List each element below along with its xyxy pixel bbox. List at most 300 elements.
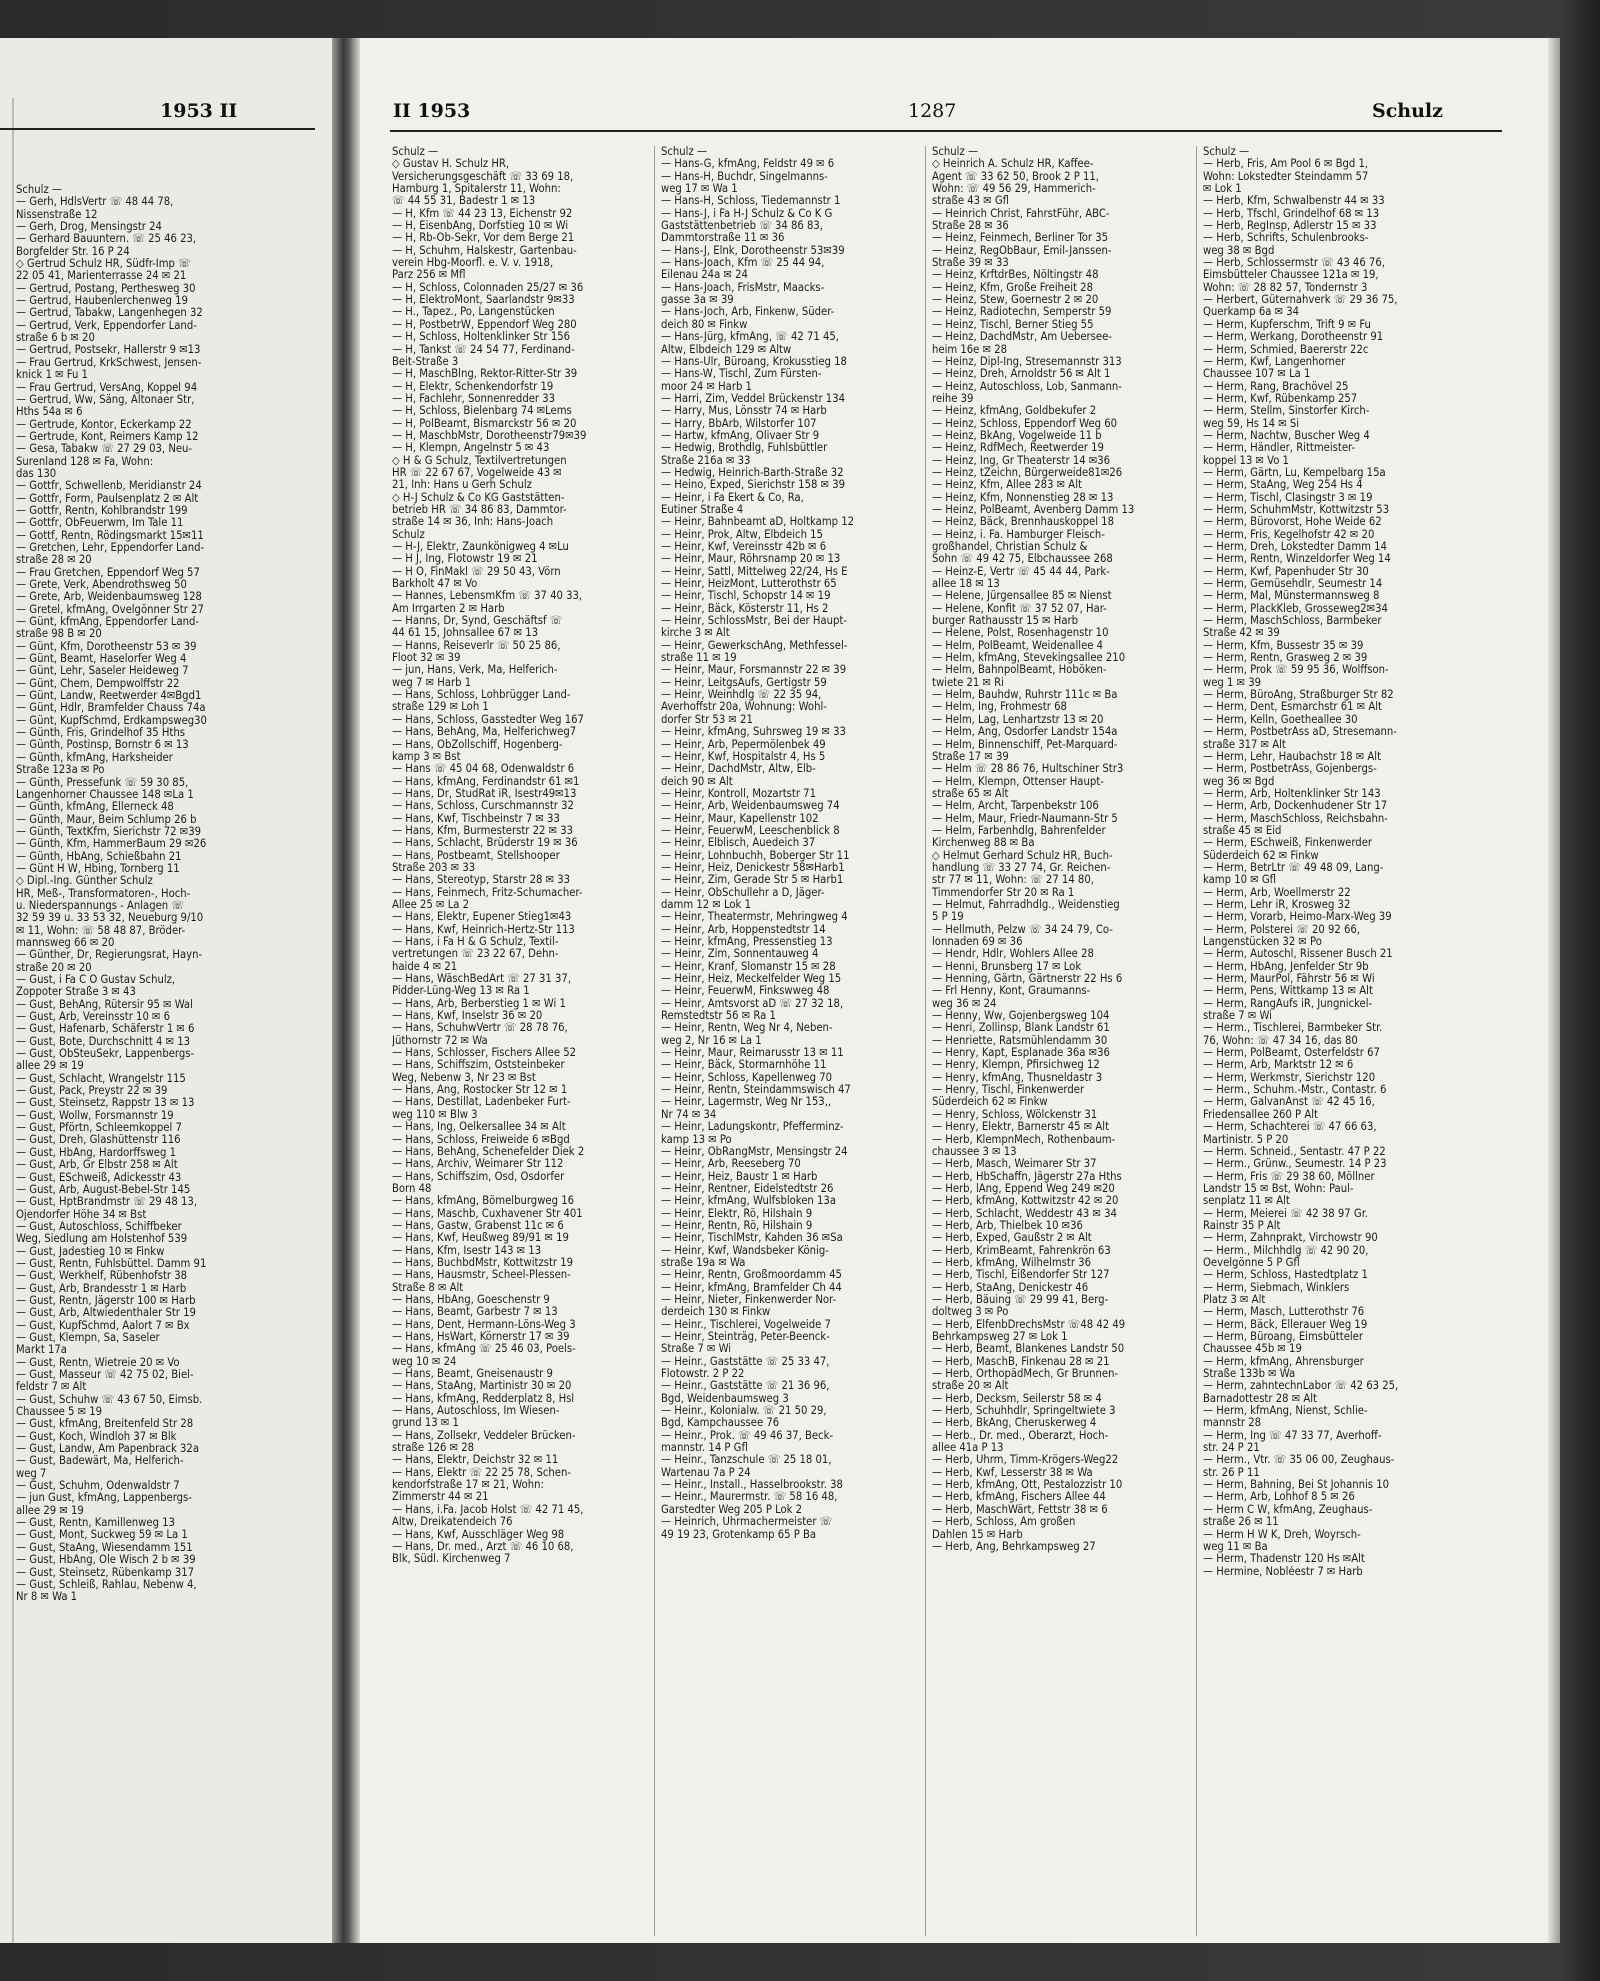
directory-entry: — Hans ☏ 45 04 68, Odenwaldstr 6 — [392, 763, 575, 776]
directory-entry: — Herb, Tfschl, Grindelhof 68 ✉ 13 — [1203, 207, 1380, 220]
directory-entry: — Herm, Ing ☏ 47 33 77, Averhoff- — [1203, 1429, 1382, 1442]
directory-entry: 49 19 23, Grotenkamp 65 P Ba — [661, 1528, 817, 1541]
directory-entry: — Heinr, SchlossMstr, Bei der Haupt- — [661, 615, 847, 628]
directory-entry: — Herb, kfmAng, Kottwitzstr 42 ✉ 20 — [932, 1195, 1119, 1208]
directory-entry: reihe 39 — [932, 392, 974, 405]
directory-entry: — Gust, Schuhw ☏ 43 67 50, Eimsb. — [16, 1393, 203, 1406]
directory-entry: — Herm, Autoschl, Rissener Busch 21 — [1203, 948, 1393, 961]
directory-entry: — Gesa, Tabakw ☏ 27 29 03, Neu- — [16, 443, 193, 456]
directory-entry: Blk, Südl. Kirchenweg 7 — [392, 1553, 511, 1566]
directory-entry: Barkholt 47 ✉ Vo — [392, 578, 478, 591]
directory-entry: — Heinr, Tischl, Schopstr 14 ✉ 19 — [661, 590, 831, 603]
directory-entry: — Herm, Masch, Lutterothstr 76 — [1203, 1306, 1365, 1319]
directory-entry: weg 36 ✉ Bgd — [1203, 775, 1275, 788]
directory-entry: — Hans, Kwf, Tischbeinstr 7 ✉ 33 — [392, 812, 560, 825]
directory-entry: — Hanns, Reiseverlr ☏ 50 25 86, — [392, 639, 561, 652]
directory-entry: — Herb, Exped, Gaußstr 2 ✉ Alt — [932, 1232, 1092, 1245]
directory-entry: — Gertrud, Tabakw, Langenhegen 32 — [16, 307, 203, 320]
directory-entry: — Hans, Schloss, Curschmannstr 32 — [392, 800, 574, 813]
directory-entry: — Heinr, Kwf, Vereinsstr 42b ✉ 6 — [661, 541, 827, 553]
directory-entry: — Heinr, Arb, Pepermölenbek 49 — [661, 738, 826, 751]
directory-entry: — H, Schloss, Holtenklinker Str 156 — [392, 331, 571, 344]
directory-entry: — Hans, Arb, Berberstieg 1 ✉ Wi 1 — [392, 997, 566, 1010]
directory-entry: — Herm, StaAng, Weg 254 Hs 4 — [1203, 479, 1363, 492]
directory-entry: Surenland 128 ✉ Fa, Wohn: — [16, 455, 154, 468]
directory-entry: — Hans, Dr, StudRat iR, Isestr49✉13 — [392, 787, 577, 800]
directory-entry: 5 P 19 — [932, 911, 964, 924]
directory-entry: Garstedter Weg 205 P Lok 2 — [661, 1503, 803, 1516]
directory-entry: mannstr 28 — [1203, 1417, 1262, 1430]
directory-entry: weg 110 ✉ Blw 3 — [392, 1108, 478, 1121]
directory-entry: — Herb, Bäuing ☏ 29 99 41, Berg- — [932, 1293, 1109, 1306]
directory-entry: — Gertrud, Verk, Eppendorfer Land- — [16, 319, 197, 332]
directory-entry: — Günt, kfmAng, Eppendorfer Land- — [16, 616, 200, 629]
directory-entry: — Hans, Schloss, Lohbrügger Land- — [392, 689, 571, 702]
directory-entry: — Hedwig, Brothdlg, Fuhlsbüttler — [661, 442, 828, 455]
directory-entry: — Gottfr, Form, Paulsenplatz 2 ✉ Alt — [16, 492, 199, 505]
directory-entry: — Heinr, Steinträg, Peter-Beenck- — [661, 1331, 830, 1343]
directory-entry: — Herm, Prok ☏ 59 95 36, Wolffson- — [1203, 664, 1389, 677]
directory-entry: — Heinr, Sattl, Mittelweg 22/24, Hs E — [661, 565, 848, 578]
directory-entry: grund 13 ✉ 1 — [392, 1417, 459, 1430]
directory-entry: — Hans, WäschBedArt ☏ 27 31 37, — [392, 973, 572, 986]
directory-entry: — Heinr., Tischlerei, Vogelweide 7 — [661, 1318, 831, 1331]
directory-entry: — Heinr, Rentn, Steindammswisch 47 — [661, 1084, 851, 1097]
directory-entry: — Harry, BbArb, Wilstorfer 107 — [661, 417, 817, 430]
directory-entry: — Hans, Autoschloss, Im Wiesen- — [392, 1405, 560, 1418]
directory-entry: — Heinr, Rentn, Rö, Hilshain 9 — [661, 1219, 813, 1232]
directory-entry: — Hans, i Fa H & G Schulz, Textil- — [392, 936, 559, 948]
directory-entry: Hamburg 1, Spitalerstr 11, Wohn: — [392, 183, 561, 196]
directory-entry: Straße 8 ✉ Alt — [392, 1281, 464, 1294]
directory-entry: — Heinz-E, Vertr ☏ 45 44 44, Park- — [932, 565, 1110, 578]
directory-entry: — Heinz, Tischl, Berner Stieg 55 — [932, 318, 1094, 331]
directory-entry: — Herm, Lehr, Haubachstr 18 ✉ Alt — [1203, 750, 1382, 763]
directory-entry: — Herm, Kfm, Bussestr 35 ✉ 39 — [1203, 639, 1364, 652]
directory-entry: — Hans, Elektr, Eupener Stieg1✉43 — [392, 911, 572, 924]
right-page — [360, 38, 1560, 1943]
directory-entry: — H, Schloss, Colonnaden 25/27 ✉ 36 — [392, 281, 584, 294]
directory-entry: — Harry, Mus, Lönsstr 74 ✉ Harb — [661, 405, 827, 418]
directory-entry: — Grete, Verk, Abendrothsweg 50 — [16, 579, 187, 591]
directory-entry: — Heinr, HeizMont, Lutterothstr 65 — [661, 578, 837, 591]
directory-entry: — Hans, BehAng, Ma, Helferichweg7 — [392, 726, 577, 739]
directory-entry: Bgd, Weidenbaumsweg 3 — [661, 1392, 789, 1405]
directory-entry: — Herm, HbAng, Jenfelder Str 9b — [1203, 960, 1369, 973]
directory-entry: — Henning, Gärtn, Gärtnerstr 22 Hs 6 — [932, 973, 1123, 986]
directory-entry: Straße 133b ✉ Wa — [1203, 1368, 1296, 1381]
directory-entry: — Herm, Dreh, Lokstedter Damm 14 — [1203, 541, 1387, 553]
directory-entry: Parz 256 ✉ Mfl — [392, 269, 466, 282]
directory-entry: Altw, Elbdeich 129 ✉ Altw — [661, 343, 792, 356]
directory-entry: — Herb, Kfm, Schwalbenstr 44 ✉ 33 — [1203, 195, 1385, 208]
directory-entry: straße 28 ✉ 20 — [16, 554, 92, 567]
directory-entry: — Herm, Pens, Wittkamp 13 ✉ Alt — [1203, 985, 1373, 998]
directory-entry: — Herm, Arb, Woellmerstr 22 — [1203, 886, 1351, 899]
directory-entry: — H, ElektroMont, Saarlandstr 9✉33 — [392, 294, 575, 307]
directory-entry: — Gust, Klempn, Sa, Saseler — [16, 1331, 160, 1344]
directory-entry: Ojendorfer Höhe 34 ✉ Bst — [16, 1208, 147, 1221]
directory-entry: — Heinz, KrftdrBes, Nöltingstr 48 — [932, 269, 1099, 282]
directory-entry: — Heinr, Prok, Altw, Elbdeich 15 — [661, 528, 823, 541]
directory-entry: Langenstücken 32 ✉ Po — [1203, 936, 1322, 948]
directory-entry: — Hans-Ulr, Büroang, Krokusstieg 18 — [661, 355, 847, 368]
directory-entry: — Heinz, RdfMech, Reetwerder 19 — [932, 442, 1104, 455]
directory-entry: — Frau Gretchen, Eppendorf Weg 57 — [16, 566, 200, 579]
directory-entry: — Hannes, LebensmKfm ☏ 37 40 33, — [392, 590, 583, 603]
directory-entry: — Heinz, PolBeamt, Avenberg Damm 13 — [932, 503, 1135, 516]
directory-entry: — Heinr, kfmAng, Suhrsweg 19 ✉ 33 — [661, 726, 846, 739]
directory-entry: — Herm, BüroAng, Straßburger Str 82 — [1203, 689, 1394, 702]
directory-entry: — Hans, Kwf, Inselstr 36 ✉ 20 — [392, 1010, 543, 1023]
directory-entry: Bgd, Kampchaussee 76 — [661, 1417, 780, 1430]
directory-entry: — Günth, Pressefunk ☏ 59 30 85, — [16, 776, 189, 789]
directory-entry: — H, Rb-Ob-Sekr, Vor dem Berge 21 — [392, 232, 575, 245]
directory-entry: weg 7 — [16, 1467, 47, 1480]
directory-entry: — Heinr, Arb, Weidenbaumsweg 74 — [661, 800, 840, 813]
directory-entry: HR ☏ 22 67 67, Vogelweide 43 ✉ — [392, 466, 562, 479]
directory-entry: str 77 ✉ 11, Wohn: ☏ 27 14 80, — [932, 874, 1094, 887]
directory-entry: — Herm, Gärtn, Lu, Kempelbarg 15a — [1203, 466, 1386, 479]
directory-entry: — Hans, Schlosser, Fischers Allee 52 — [392, 1047, 577, 1060]
directory-entry: — Günther, Dr, Regierungsrat, Hayn- — [16, 949, 203, 962]
directory-entry: Allee 25 ✉ La 2 — [392, 898, 470, 911]
directory-entry: — Hans, Zollsekr, Veddeler Brücken- — [392, 1429, 576, 1442]
directory-entry: — Herm, kfmAng, Nienst, Schlie- — [1203, 1405, 1368, 1418]
directory-entry: großhandel, Christian Schulz & — [932, 541, 1088, 553]
directory-entry: — Herm, MaschSchloss, Barmbeker — [1203, 615, 1382, 628]
directory-entry: — Gottf, Rentn, Rödingsmarkt 15✉11 — [16, 529, 204, 542]
directory-entry: — Henriette, Ratsmühlendamm 30 — [932, 1034, 1108, 1047]
directory-entry: — Henry, Tischl, Finkenwerder — [932, 1084, 1085, 1097]
directory-entry: allee 29 ✉ 19 — [16, 1060, 84, 1073]
directory-entry: — Hans, Gastw, Grabenst 11c ✉ 6 — [392, 1219, 564, 1232]
directory-entry: — Herm., Tischlerei, Barmbeker Str. — [1203, 1022, 1383, 1035]
directory-entry: — Helm, Binnenschiff, Pet-Marquard- — [932, 738, 1118, 751]
directory-entry: — Herm, PostbetrAss aD, Stresemann- — [1203, 726, 1397, 739]
directory-entry: — Heinz, BkAng, Vogelweide 11 b — [932, 429, 1102, 442]
directory-entry: — Hans, Destillat, Ladenbeker Furt- — [392, 1096, 571, 1109]
directory-entry: — H, EisenbAng, Dorfstieg 10 ✉ Wi — [392, 220, 569, 233]
directory-entry: — Gust, Schuhm, Odenwaldstr 7 — [16, 1480, 180, 1493]
directory-entry: — Helm, Lag, Lenhartzstr 13 ✉ 20 — [932, 713, 1104, 726]
directory-entry: — Heinr, Lohnbuchh, Boberger Str 11 — [661, 849, 850, 862]
directory-entry: — Harri, Zim, Veddel Brückenstr 134 — [661, 392, 846, 405]
directory-entry: — Hans, Kwf, Ausschläger Weg 98 — [392, 1528, 565, 1541]
left-head-rule — [0, 128, 315, 130]
directory-entry: — Herm, MaurPol, Fährstr 56 ✉ Wi — [1203, 973, 1375, 986]
directory-entry: — Gust, Schleiß, Rahlau, Nebenw 4, — [16, 1578, 197, 1591]
directory-entry: — Gust, Rentn, Jägerstr 100 ✉ Harb — [16, 1294, 196, 1307]
directory-entry: deich 80 ✉ Finkw — [661, 318, 748, 331]
directory-entry: — Herb, Masch, Weimarer Str 37 — [932, 1158, 1097, 1171]
directory-entry: — Hartw, kfmAng, Olivaer Str 9 — [661, 429, 820, 442]
directory-entry: — Herbert, Güternahverk ☏ 29 36 75, — [1203, 294, 1398, 307]
directory-entry: Altw, Dreikatendeich 76 — [392, 1516, 513, 1529]
directory-entry: Timmendorfer Str 20 ✉ Ra 1 — [932, 886, 1075, 899]
directory-entry: Hths 54a ✉ 6 — [16, 406, 83, 419]
directory-entry: straße 20 ✉ Alt — [932, 1380, 1009, 1393]
directory-entry: Eimsbütteler Chaussee 121a ✉ 19, — [1203, 269, 1379, 282]
directory-entry: — Heinr, Maur, Reimarusstr 13 ✉ 11 — [661, 1047, 844, 1060]
directory-entry: — Gust, Bote, Durchschnitt 4 ✉ 13 — [16, 1035, 191, 1048]
directory-entry: — Helm, Ang, Osdorfer Landstr 154a — [932, 726, 1118, 739]
directory-entry: — Heinr, Kwf, Wandsbeker König- — [661, 1244, 829, 1257]
column-rule — [1196, 146, 1197, 1936]
directory-entry: — Heinr., Maurermstr. ☏ 58 16 48, — [661, 1491, 838, 1504]
directory-entry: lonnaden 69 ✉ 36 — [932, 936, 1023, 948]
directory-entry: — Gust, kfmAng, Breitenfeld Str 28 — [16, 1418, 194, 1431]
directory-entry: deich 90 ✉ Alt — [661, 775, 733, 788]
directory-entry: Süderdeich 62 ✉ Finkw — [932, 1096, 1048, 1109]
directory-entry: — Hans-H, Schloss, Tiedemannstr 1 — [661, 195, 841, 208]
directory-entry: burger Rathausstr 15 ✉ Harb — [932, 615, 1079, 628]
directory-entry: — Herm, Arb, Marktstr 12 ✉ 6 — [1203, 1059, 1354, 1072]
directory-entry: — Gust, Rentn, Wietreie 20 ✉ Vo — [16, 1356, 180, 1369]
directory-entry: — Herm, zahntechnLabor ☏ 42 63 25, — [1203, 1380, 1399, 1393]
directory-entry: — Herb, Schrifts, Schulenbrooks- — [1203, 232, 1369, 245]
directory-entry: — Hans, Kfm, Burmesterstr 22 ✉ 33 — [392, 824, 574, 837]
directory-entry: — Hans-J, i Fa H-J Schulz & Co K G — [661, 207, 833, 220]
directory-entry: Weg, Nebenw 3, Nr 23 ✉ Bst — [392, 1071, 536, 1084]
directory-entry: ◇ H-J Schulz & Co KG Gaststätten- — [392, 491, 565, 504]
directory-entry: — Gertrude, Kontor, Eckerkamp 22 — [16, 418, 192, 431]
directory-entry: — Gerh, HdlsVertr ☏ 48 44 78, — [16, 196, 174, 209]
directory-entry: Schulz — — [1203, 146, 1250, 158]
directory-entry: ☏ 44 55 31, Badestr 1 ✉ 13 — [392, 195, 536, 208]
directory-entry: — Günth, Maur, Beim Schlump 26 b — [16, 813, 197, 826]
directory-entry: ◇ Gertrud Schulz HR, Südfr-Imp ☏ — [16, 258, 191, 271]
directory-entry: — Herm, Fris ☏ 29 38 60, Möllner — [1203, 1170, 1375, 1183]
directory-entry: — Herb, kfmAng, Wilhelmstr 36 — [932, 1256, 1091, 1269]
directory-entry: — Heinz, DachdMstr, Am Uebersee- — [932, 331, 1112, 344]
right-head-rule — [390, 130, 1502, 132]
directory-entry: 22 05 41, Marienterrasse 24 ✉ 21 — [16, 270, 187, 283]
directory-entry: — Herm, Werkmstr, Sierichstr 120 — [1203, 1071, 1376, 1084]
directory-entry: — Heinr, Theatermstr, Mehringweg 4 — [661, 911, 848, 924]
directory-entry: — Gust, Arb, Vereinsstr 10 ✉ 6 — [16, 1011, 171, 1024]
directory-entry: — Heinrich, Uhrmachermeister ☏ — [661, 1516, 833, 1529]
directory-entry: — Herb, Schuhhdlr, Springeltwiete 3 — [932, 1405, 1116, 1418]
directory-entry: — Heinr, Rentn, Weg Nr 4, Neben- — [661, 1022, 833, 1035]
directory-entry: — Frl Henny, Kont, Graumanns- — [932, 985, 1091, 998]
directory-entry: derdeich 130 ✉ Finkw — [661, 1306, 771, 1319]
directory-entry: — Helm, PolBeamt, Weidenallee 4 — [932, 639, 1104, 652]
directory-entry: — Heinz, kfmAng, Goldbekufer 2 — [932, 405, 1097, 418]
directory-entry: — Gust, Pack, Preystr 22 ✉ 39 — [16, 1085, 168, 1098]
directory-entry: — Herm, Gemüsehdlr, Seumestr 14 — [1203, 578, 1383, 591]
directory-entry: twiete 21 ✉ Ri — [932, 676, 1004, 689]
directory-entry: — Hermine, Nobléestr 7 ✉ Harb — [1203, 1565, 1363, 1578]
directory-entry: — Heinr., Gaststätte ☏ 25 33 47, — [661, 1355, 830, 1368]
directory-entry: Straße 7 ✉ Wi — [661, 1343, 732, 1356]
directory-entry: verein Hbg-Moorfl. e. V. v. 1918, — [392, 257, 554, 270]
directory-entry: — Herm, Tischl, Clasingstr 3 ✉ 19 — [1203, 491, 1373, 504]
directory-entry: damm 12 ✉ Lok 1 — [661, 898, 751, 911]
directory-entry: Beit-Straße 3 — [392, 355, 459, 368]
directory-entry: — Günth, Kfm, HammerBaum 29 ✉26 — [16, 838, 207, 851]
directory-entry: — Gust, Steinsetz, Rübenkamp 317 — [16, 1566, 195, 1579]
directory-entry: Remstedtstr 56 ✉ Ra 1 — [661, 1010, 776, 1023]
directory-entry: kendorfstraße 17 ✉ 21, Wohn: — [392, 1479, 544, 1492]
directory-entry: handlung ☏ 33 27 74, Gr. Reichen- — [932, 861, 1111, 874]
directory-entry: — Grete, Arb, Weidenbaumsweg 128 — [16, 591, 202, 604]
directory-entry: — Herb, Beamt, Blankenes Landstr 50 — [932, 1343, 1125, 1356]
directory-entry: — Heinr, Kranf, Slomanstr 15 ✉ 28 — [661, 960, 836, 973]
directory-entry: Landstr 15 ✉ Bst, Wohn: Paul- — [1203, 1182, 1354, 1195]
directory-entry: — Günth, TextKfm, Sierichstr 72 ✉39 — [16, 825, 202, 838]
directory-entry: — Hans, Schloss, Gasstedter Weg 167 — [392, 713, 584, 726]
directory-entry: — Herb, kfmAng, Ott, Pestalozzistr 10 — [932, 1479, 1123, 1492]
left-page — [0, 38, 332, 1943]
directory-entry: — Herb, Schlacht, Weddestr 43 ✉ 34 — [932, 1207, 1117, 1220]
directory-entry: — Herb, Schloss, Am großen — [932, 1516, 1076, 1529]
directory-entry: — Henry, Kapt, Esplanade 36a ✉36 — [932, 1047, 1110, 1060]
directory-entry: — Henry, kfmAng, Thusneldastr 3 — [932, 1071, 1103, 1084]
directory-entry: — Heinr, FeuerwM, Finkswweg 48 — [661, 985, 830, 998]
directory-entry: — Gust, Arb, Brandesstr 1 ✉ Harb — [16, 1282, 187, 1295]
directory-entry: straße 7 ✉ Wi — [1203, 1010, 1272, 1023]
directory-entry: — Helm, Maur, Friedr-Naumann-Str 5 — [932, 812, 1118, 825]
directory-entry: — Herm, Kwf, Langenhorner — [1203, 355, 1346, 368]
directory-entry: — Hans, Elektr ☏ 22 25 78, Schen- — [392, 1466, 571, 1479]
directory-entry: — Herm., Grünw., Seumestr. 14 P 23 — [1203, 1158, 1387, 1171]
directory-entry: — Hans-Joach, FrisMstr, Maacks- — [661, 281, 825, 294]
directory-column-2 — [661, 146, 924, 1936]
directory-entry: ◇ Helmut Gerhard Schulz HR, Buch- — [932, 849, 1113, 862]
directory-entry: Barnadottestr 28 ✉ Alt — [1203, 1392, 1317, 1405]
directory-entry: — H, Tankst ☏ 24 54 77, Ferdinand- — [392, 343, 575, 356]
directory-entry: — Herm, PolBeamt, Osterfeldstr 67 — [1203, 1047, 1380, 1060]
directory-entry: Straße 42 ✉ 39 — [1203, 627, 1280, 640]
directory-entry: — Gust, Badewärt, Ma, Helferich- — [16, 1455, 184, 1468]
directory-entry: — Herb., Dr. med., Oberarzt, Hoch- — [932, 1429, 1109, 1442]
directory-entry: — Günt H W, Hbing, Tornberg 11 — [16, 862, 180, 875]
directory-entry: betrieb HR ☏ 34 86 83, Dammtor- — [392, 503, 567, 516]
directory-entry: — Helm, Archt, Tarpenbekstr 106 — [932, 800, 1099, 813]
directory-entry: straße 65 ✉ Alt — [932, 787, 1009, 800]
directory-entry: — Herm, Siebmach, Winklers — [1203, 1281, 1350, 1294]
directory-entry: — H-J, Elektr, Zaunkönigweg 4 ✉Lu — [392, 541, 569, 553]
directory-entry: — Herm, Lehr iR, Krosweg 32 — [1203, 898, 1351, 911]
column-rule — [654, 146, 655, 1936]
directory-entry: — jun Gust, kfmAng, Lappenbergs- — [16, 1492, 192, 1505]
directory-entry: — Henry, Klempn, Pfirsichweg 12 — [932, 1059, 1100, 1072]
directory-entry: kamp 3 ✉ Bst — [392, 750, 461, 763]
directory-entry: — Hans, kfmAng ☏ 25 46 03, Poels- — [392, 1343, 576, 1356]
directory-column-1 — [392, 146, 655, 1936]
directory-entry: — Helm ☏ 28 86 76, Hultschiner Str3 — [932, 763, 1124, 776]
directory-entry: 44 61 15, Johnsallee 67 ✉ 13 — [392, 627, 539, 640]
directory-entry: — Herb, KrimBeamt, Fahrenkrön 63 — [932, 1244, 1111, 1257]
directory-entry: — Herm, Stellm, Sinstorfer Kirch- — [1203, 405, 1370, 418]
directory-entry: Eutiner Straße 4 — [661, 503, 744, 516]
directory-entry: Gaststättenbetrieb ☏ 34 86 83, — [661, 220, 824, 233]
directory-entry: — Herb, HbSchaffn, Jägerstr 27a Hths — [932, 1170, 1122, 1183]
directory-entry: — Gust, Hafenarb, Schäferstr 1 ✉ 6 — [16, 1023, 195, 1036]
directory-entry: — Heinz, Kfm, Allee 283 ✉ Alt — [932, 479, 1082, 492]
directory-entry: — Gust, Koch, Windloh 37 ✉ Blk — [16, 1430, 177, 1443]
directory-entry: — Gust, Dreh, Glashüttenstr 116 — [16, 1134, 181, 1147]
directory-entry: — Herm, Fris, Kegelhofstr 42 ✉ 20 — [1203, 528, 1375, 541]
directory-entry: straße 6 b ✉ 20 — [16, 332, 95, 345]
directory-entry: Behrkampsweg 27 ✉ Lok 1 — [932, 1331, 1068, 1343]
directory-entry: — Herm, Büroang, Eimsbütteler — [1203, 1331, 1364, 1343]
directory-entry: HR, Meß-, Transformatoren-, Hoch- — [16, 887, 191, 900]
directory-entry: — Heinz, Ing, Gr Theaterstr 14 ✉36 — [932, 454, 1111, 467]
directory-entry: — Heinr, Maur, Forsmannstr 22 ✉ 39 — [661, 664, 847, 677]
directory-entry: — Hans, HsWart, Körnerstr 17 ✉ 39 — [392, 1331, 570, 1343]
directory-entry: — Herm, MaschSchloss, Reichsbahn- — [1203, 812, 1388, 825]
directory-entry: — Heinr, Maur, Röhrsnamp 20 ✉ 13 — [661, 553, 841, 566]
directory-entry: — Helm, Klempn, Ottenser Haupt- — [932, 775, 1104, 788]
directory-entry: heim 16e ✉ 28 — [932, 343, 1008, 356]
right-running-head-surname: Schulz — [1372, 100, 1443, 122]
directory-entry: — Heinr, Arb, Hoppenstedtstr 14 — [661, 923, 826, 936]
directory-entry: — Herb, MaschB, Finkenau 28 ✉ 21 — [932, 1355, 1110, 1368]
directory-entry: Oevelgönne 5 P Gfl — [1203, 1256, 1300, 1269]
directory-entry: — Hans, i.Fa. Jacob Holst ☏ 42 71 45, — [392, 1503, 584, 1516]
directory-entry: — Frau Gertrud, VersAng, Koppel 94 — [16, 381, 198, 394]
directory-entry: — Heinr, ObRangMstr, Mensingstr 24 — [661, 1145, 848, 1158]
directory-entry: — Herm, Dent, Esmarchstr 61 ✉ Alt — [1203, 701, 1382, 714]
directory-entry: — Heinr, Lagermstr, Weg Nr 153,, — [661, 1096, 832, 1109]
directory-entry: — Gust, Schlacht, Wrangelstr 115 — [16, 1072, 186, 1085]
directory-entry: — Herm, Schmied, Baererstr 22c — [1203, 343, 1369, 356]
directory-entry: — Gottfr, Rentn, Kohlbrandstr 199 — [16, 504, 188, 517]
directory-entry: — Herm, Händler, Rittmeister- — [1203, 442, 1356, 455]
directory-entry: — Herb, Uhrm, Timm-Krögers-Weg22 — [932, 1454, 1119, 1467]
directory-entry: — Hans-Joach, Kfm ☏ 25 44 94, — [661, 257, 825, 270]
directory-entry: — Heinr, LeitgsAufs, Gertigstr 59 — [661, 676, 827, 689]
directory-entry: — Herm, PlackKleb, Grosseweg2✉34 — [1203, 602, 1388, 615]
directory-entry: — Herm, Polsterei ☏ 20 92 66, — [1203, 923, 1361, 936]
directory-entry: — Herm, GalvanAnst ☏ 42 45 16, — [1203, 1096, 1375, 1109]
directory-entry: Dammtorstraße 11 ✉ 36 — [661, 232, 785, 245]
directory-entry: — Hans, Elektr, Deichstr 32 ✉ 11 — [392, 1454, 559, 1467]
directory-entry: — Herm., Schuhm.-Mstr., Contastr. 6 — [1203, 1084, 1387, 1097]
directory-entry: Dahlen 15 ✉ Harb — [932, 1528, 1023, 1541]
directory-entry: — Helm, Farbenhdlg, Bahrenfelder — [932, 824, 1106, 837]
directory-entry: — Hans, Schloss, Freiweide 6 ✉Bgd — [392, 1133, 570, 1146]
directory-entry: Kirchenweg 88 ✉ Ba — [932, 837, 1035, 850]
directory-entry: — Heinr, Kwf, Hospitalstr 4, Hs 5 — [661, 750, 826, 763]
directory-entry: — Gerh, Drog, Mensingstr 24 — [16, 221, 162, 234]
directory-entry: — Gertrude, Kont, Reimers Kamp 12 — [16, 430, 199, 443]
directory-entry: — Gust, BehAng, Rütersir 95 ✉ Wal — [16, 998, 193, 1011]
directory-entry: str. 26 P 11 — [1203, 1466, 1260, 1479]
directory-column-4 — [1203, 146, 1465, 1936]
directory-entry: — Gust, Landw, Am Papenbrack 32a — [16, 1443, 199, 1456]
directory-entry: 21, Inh: Hans u Gerh Schulz — [392, 479, 532, 492]
directory-entry: mannstr. 14 P Gfl — [661, 1442, 748, 1455]
directory-entry: — Hans, kfmAng, Bömelburgweg 16 — [392, 1195, 575, 1208]
directory-entry: — Gust, Autoschloss, Schiffbeker — [16, 1220, 182, 1233]
directory-entry: Nissenstraße 12 — [16, 208, 98, 221]
directory-entry: — Günth, Postinsp, Bornstr 6 ✉ 13 — [16, 739, 189, 752]
directory-entry: — Gust, Rentn, Fuhlsbüttel. Damm 91 — [16, 1257, 207, 1270]
directory-entry: — Gust, Wollw, Forsmannstr 19 — [16, 1109, 174, 1122]
directory-entry: — Hans, Kfm, Isestr 143 ✉ 13 — [392, 1244, 542, 1257]
directory-entry: — Herb, Ang, Behrkampsweg 27 — [932, 1540, 1096, 1553]
directory-entry: Straße 216a ✉ 33 — [661, 454, 751, 467]
directory-entry: — Heinr., Install., Hasselbrookstr. 38 — [661, 1479, 843, 1492]
directory-entry: Wohn: Lokstedter Steindamm 57 — [1203, 170, 1369, 183]
directory-entry: — Herb, kfmAng, Fischers Allee 44 — [932, 1491, 1106, 1504]
directory-entry: — Herm, Meierei ☏ 42 38 97 Gr. — [1203, 1207, 1368, 1220]
directory-entry: weg 1 ✉ 39 — [1203, 676, 1262, 689]
directory-entry: gasse 3a ✉ 39 — [661, 294, 734, 307]
